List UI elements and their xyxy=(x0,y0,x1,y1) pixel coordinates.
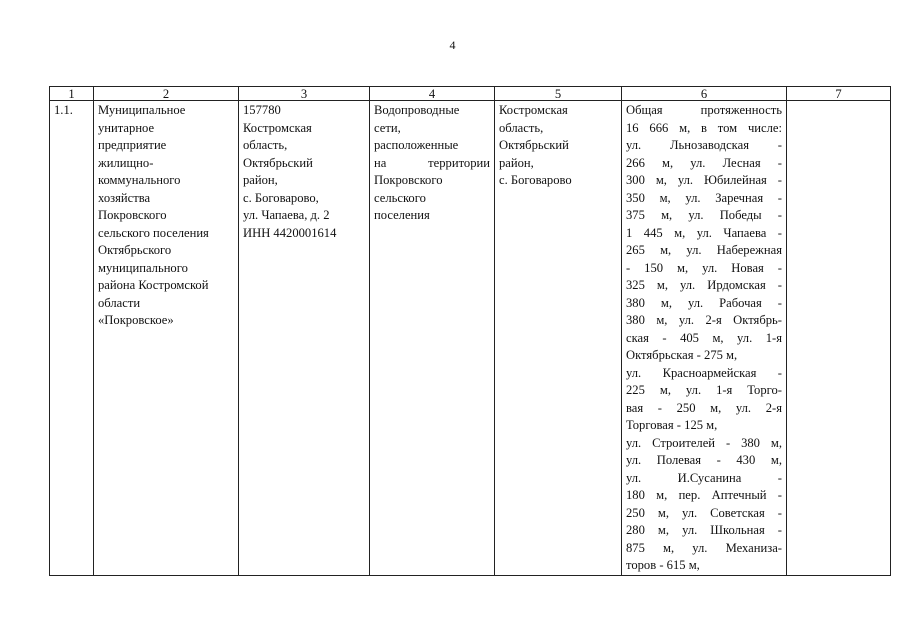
address-line: с. Боговарово, xyxy=(243,190,319,205)
address-line: ул. Чапаева, д. 2 xyxy=(243,208,330,222)
description-cell xyxy=(622,101,787,576)
description-line: ул. Льнозаводская - xyxy=(626,138,782,152)
location-line: Костромская xyxy=(499,103,568,117)
description-line: ул. Красноармейская - xyxy=(626,365,782,380)
notes-cell xyxy=(787,101,891,576)
description-line: 325 м, ул. Ирдомская - xyxy=(626,278,782,292)
header-cell-3: 3 xyxy=(239,87,370,101)
address-cell xyxy=(239,101,370,576)
organization-line: предприятие xyxy=(98,138,167,152)
object-line: на территории xyxy=(374,155,490,170)
description-line: 280 м, ул. Школьная - xyxy=(626,523,782,537)
description-line: Октябрьская - 275 м, xyxy=(626,348,738,362)
header-cell-5: 5 xyxy=(495,87,622,101)
description-line: 16 666 м, в том числе: xyxy=(626,120,782,135)
organization-line: коммунального xyxy=(98,173,181,187)
header-cell-7: 7 xyxy=(787,87,891,101)
organization-line: унитарное xyxy=(98,120,155,135)
description-line: ул. Полевая - 430 м, xyxy=(626,453,782,467)
header-cell-4: 4 xyxy=(370,87,495,101)
description-line: торов - 615 м, xyxy=(626,558,700,572)
description-line: 350 м, ул. Заречная - xyxy=(626,190,782,205)
object-line: расположенные xyxy=(374,138,459,152)
description-line: 380 м, ул. Рабочая - xyxy=(626,295,782,310)
location-line: с. Боговарово xyxy=(499,173,572,187)
property-table xyxy=(49,86,891,576)
location-cell xyxy=(495,101,622,576)
row-number: 1.1. xyxy=(54,103,73,117)
header-row xyxy=(50,87,891,101)
description-line: 300 м, ул. Юбилейная - xyxy=(626,173,782,187)
organization-line: сельского поселения xyxy=(98,225,209,240)
description-line: - 150 м, ул. Новая - xyxy=(626,260,782,275)
description-line: ул. Строителей - 380 м, xyxy=(626,435,782,450)
object-line: сети, xyxy=(374,120,401,135)
description-line: ул. И.Сусанина - xyxy=(626,470,782,485)
description-line: Торговая - 125 м, xyxy=(626,418,718,432)
object-line: Водопроводные xyxy=(374,103,460,117)
address-line: район, xyxy=(243,173,278,187)
description-line: 1 445 м, ул. Чапаева - xyxy=(626,225,782,240)
page-number: 4 xyxy=(449,38,456,52)
description-line: ская - 405 м, ул. 1-я xyxy=(626,330,782,345)
description-line: Общая протяженность xyxy=(626,103,782,117)
description-line: 875 м, ул. Механиза- xyxy=(626,540,782,555)
object-line: Покровского xyxy=(374,173,443,187)
organization-line: Покровского xyxy=(98,208,167,222)
table-row xyxy=(50,101,891,576)
address-line: Октябрьский xyxy=(243,155,313,170)
organization-cell xyxy=(94,101,239,576)
location-line: Октябрьский xyxy=(499,138,569,152)
organization-line: района Костромской xyxy=(98,278,209,292)
header-cell-2: 2 xyxy=(94,87,239,101)
organization-line: Октябрьского xyxy=(98,243,172,257)
object-cell xyxy=(370,101,495,576)
header-cell-6: 6 xyxy=(622,87,787,101)
organization-line: «Покровское» xyxy=(98,313,174,327)
description-line: вая - 250 м, ул. 2-я xyxy=(626,400,782,415)
description-line: 250 м, ул. Советская - xyxy=(626,505,782,520)
description-line: 180 м, пер. Аптечный - xyxy=(626,488,782,502)
description-line: 265 м, ул. Набережная xyxy=(626,243,782,257)
organization-line: жилищно- xyxy=(98,155,154,170)
description-line: 225 м, ул. 1-я Торго- xyxy=(626,383,782,397)
address-line: область, xyxy=(243,138,288,152)
organization-line: хозяйства xyxy=(98,190,151,205)
address-line: ИНН 4420001614 xyxy=(243,225,337,240)
description-line: 375 м, ул. Победы - xyxy=(626,208,782,222)
description-line: 380 м, ул. 2-я Октябрь- xyxy=(626,313,782,327)
location-line: область, xyxy=(499,120,544,135)
row-number-cell xyxy=(50,101,94,576)
location-line: район, xyxy=(499,155,534,170)
organization-line: муниципального xyxy=(98,260,188,275)
address-line: 157780 xyxy=(243,103,281,117)
organization-line: Муниципальное xyxy=(98,103,186,117)
object-line: поселения xyxy=(374,208,430,222)
object-line: сельского xyxy=(374,190,426,205)
description-line: 266 м, ул. Лесная - xyxy=(626,155,782,170)
header-cell-1: 1 xyxy=(50,87,94,101)
address-line: Костромская xyxy=(243,120,312,135)
organization-line: области xyxy=(98,295,141,310)
